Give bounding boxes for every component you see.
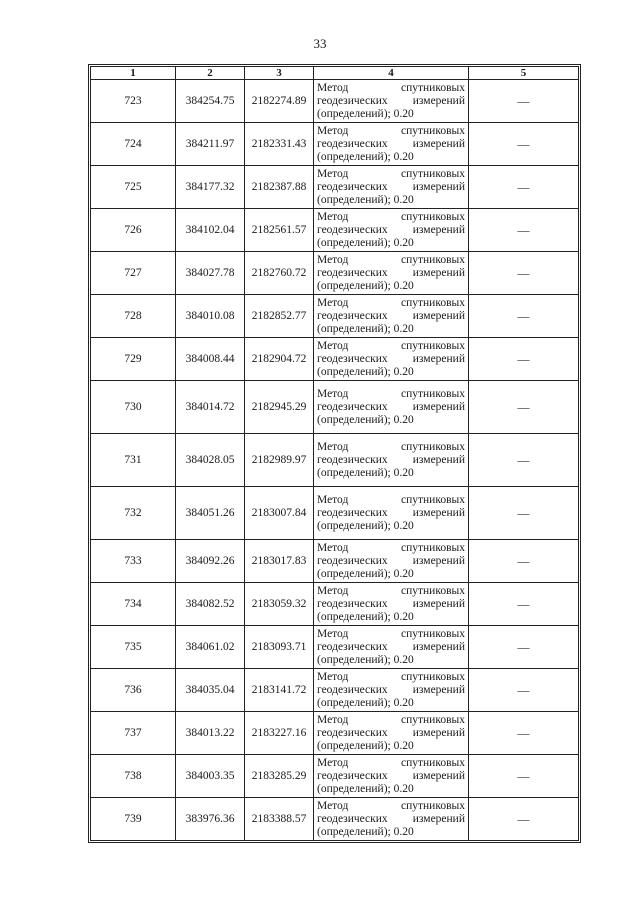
- method-line: Метод спутниковых: [317, 627, 465, 640]
- method-line: (определений); 0.20: [317, 466, 414, 479]
- description-cell: —: [469, 295, 579, 338]
- description-cell: —: [469, 123, 579, 166]
- method-line: Метод спутниковых: [317, 167, 465, 180]
- table-row: [91, 338, 579, 381]
- method-line: (определений); 0.20: [317, 610, 414, 623]
- method-line: геодезических измерений: [317, 400, 465, 413]
- table-row: [91, 583, 579, 626]
- method-line: (определений); 0.20: [317, 413, 414, 426]
- point-number-cell: 733: [91, 540, 176, 583]
- x-coordinate-cell: 384027.78: [176, 252, 245, 295]
- method-line: Метод спутниковых: [317, 541, 465, 554]
- method-line: геодезических измерений: [317, 769, 465, 782]
- method-line: Метод спутниковых: [317, 387, 465, 400]
- method-line: геодезических измерений: [317, 726, 465, 739]
- method-line: (определений); 0.20: [317, 739, 414, 752]
- point-number-cell: 726: [91, 209, 176, 252]
- x-coordinate-cell: 384008.44: [176, 338, 245, 381]
- description-cell: —: [469, 540, 579, 583]
- method-cell: [314, 123, 469, 166]
- description-cell: —: [469, 487, 579, 540]
- method-cell: [314, 381, 469, 434]
- method-cell: [314, 209, 469, 252]
- x-coordinate-cell: 384102.04: [176, 209, 245, 252]
- x-coordinate-cell: 384254.75: [176, 80, 245, 123]
- method-line: геодезических измерений: [317, 554, 465, 567]
- method-cell: [314, 583, 469, 626]
- method-line: (определений); 0.20: [317, 653, 414, 666]
- method-line: геодезических измерений: [317, 506, 465, 519]
- method-line: геодезических измерений: [317, 812, 465, 825]
- method-line: Метод спутниковых: [317, 713, 465, 726]
- description-cell: —: [469, 80, 579, 123]
- method-line: геодезических измерений: [317, 94, 465, 107]
- table-row: [91, 434, 579, 487]
- method-line: геодезических измерений: [317, 352, 465, 365]
- method-line: Метод спутниковых: [317, 210, 465, 223]
- method-line: (определений); 0.20: [317, 782, 414, 795]
- method-line: геодезических измерений: [317, 309, 465, 322]
- method-cell: [314, 487, 469, 540]
- y-coordinate-cell: 2182760.72: [245, 252, 314, 295]
- y-coordinate-cell: 2183141.72: [245, 669, 314, 712]
- y-coordinate-cell: 2183227.16: [245, 712, 314, 755]
- table-row: [91, 80, 579, 123]
- method-line: (определений); 0.20: [317, 193, 414, 206]
- point-number-cell: 735: [91, 626, 176, 669]
- header-col-3: 3: [245, 67, 314, 80]
- description-cell: —: [469, 669, 579, 712]
- table-row: [91, 487, 579, 540]
- table-row: [91, 209, 579, 252]
- method-line: (определений); 0.20: [317, 567, 414, 580]
- method-line: Метод спутниковых: [317, 124, 465, 137]
- description-cell: —: [469, 755, 579, 798]
- table-row: [91, 626, 579, 669]
- method-line: (определений); 0.20: [317, 279, 414, 292]
- y-coordinate-cell: 2182989.97: [245, 434, 314, 487]
- point-number-cell: 736: [91, 669, 176, 712]
- description-cell: —: [469, 166, 579, 209]
- x-coordinate-cell: 384211.97: [176, 123, 245, 166]
- method-line: (определений); 0.20: [317, 696, 414, 709]
- table-row: [91, 295, 579, 338]
- method-cell: [314, 80, 469, 123]
- y-coordinate-cell: 2182387.88: [245, 166, 314, 209]
- y-coordinate-cell: 2182852.77: [245, 295, 314, 338]
- coordinates-table-frame: [88, 64, 581, 843]
- point-number-cell: 737: [91, 712, 176, 755]
- description-cell: —: [469, 381, 579, 434]
- method-line: (определений); 0.20: [317, 107, 414, 120]
- method-line: (определений); 0.20: [317, 825, 414, 838]
- table-row: [91, 798, 579, 841]
- method-line: геодезических измерений: [317, 180, 465, 193]
- x-coordinate-cell: 384028.05: [176, 434, 245, 487]
- y-coordinate-cell: 2183007.84: [245, 487, 314, 540]
- method-line: Метод спутниковых: [317, 584, 465, 597]
- table-row: [91, 540, 579, 583]
- point-number-cell: 739: [91, 798, 176, 841]
- description-cell: —: [469, 798, 579, 841]
- method-cell: [314, 252, 469, 295]
- method-line: (определений); 0.20: [317, 236, 414, 249]
- description-cell: —: [469, 338, 579, 381]
- point-number-cell: 734: [91, 583, 176, 626]
- method-cell: [314, 798, 469, 841]
- method-cell: [314, 434, 469, 487]
- y-coordinate-cell: 2183285.29: [245, 755, 314, 798]
- description-cell: —: [469, 626, 579, 669]
- page-number: 33: [313, 36, 327, 51]
- y-coordinate-cell: 2183388.57: [245, 798, 314, 841]
- y-coordinate-cell: 2182274.89: [245, 80, 314, 123]
- method-line: Метод спутниковых: [317, 756, 465, 769]
- x-coordinate-cell: 384014.72: [176, 381, 245, 434]
- y-coordinate-cell: 2183059.32: [245, 583, 314, 626]
- y-coordinate-cell: 2183017.83: [245, 540, 314, 583]
- description-cell: —: [469, 252, 579, 295]
- header-row: [91, 67, 579, 80]
- point-number-cell: 723: [91, 80, 176, 123]
- table-row: [91, 712, 579, 755]
- method-line: геодезических измерений: [317, 223, 465, 236]
- y-coordinate-cell: 2182331.43: [245, 123, 314, 166]
- x-coordinate-cell: 384051.26: [176, 487, 245, 540]
- y-coordinate-cell: 2183093.71: [245, 626, 314, 669]
- table-row: [91, 252, 579, 295]
- x-coordinate-cell: 384092.26: [176, 540, 245, 583]
- table-row: [91, 381, 579, 434]
- y-coordinate-cell: 2182904.72: [245, 338, 314, 381]
- coordinates-table: [90, 66, 579, 841]
- header-col-1: 1: [91, 67, 176, 80]
- x-coordinate-cell: 383976.36: [176, 798, 245, 841]
- method-line: геодезических измерений: [317, 640, 465, 653]
- point-number-cell: 725: [91, 166, 176, 209]
- method-line: Метод спутниковых: [317, 440, 465, 453]
- description-cell: —: [469, 434, 579, 487]
- method-line: геодезических измерений: [317, 137, 465, 150]
- method-line: (определений); 0.20: [317, 150, 414, 163]
- method-line: геодезических измерений: [317, 683, 465, 696]
- table-row: [91, 755, 579, 798]
- x-coordinate-cell: 384003.35: [176, 755, 245, 798]
- x-coordinate-cell: 384061.02: [176, 626, 245, 669]
- description-cell: —: [469, 583, 579, 626]
- point-number-cell: 727: [91, 252, 176, 295]
- method-line: Метод спутниковых: [317, 253, 465, 266]
- description-cell: —: [469, 209, 579, 252]
- y-coordinate-cell: 2182945.29: [245, 381, 314, 434]
- header-col-5: 5: [469, 67, 579, 80]
- x-coordinate-cell: 384082.52: [176, 583, 245, 626]
- method-line: (определений); 0.20: [317, 322, 414, 335]
- header-col-4: 4: [314, 67, 469, 80]
- point-number-cell: 731: [91, 434, 176, 487]
- method-line: Метод спутниковых: [317, 339, 465, 352]
- x-coordinate-cell: 384035.04: [176, 669, 245, 712]
- method-cell: [314, 540, 469, 583]
- point-number-cell: 730: [91, 381, 176, 434]
- x-coordinate-cell: 384010.08: [176, 295, 245, 338]
- point-number-cell: 732: [91, 487, 176, 540]
- method-cell: [314, 669, 469, 712]
- table-row: [91, 166, 579, 209]
- x-coordinate-cell: 384013.22: [176, 712, 245, 755]
- description-cell: —: [469, 712, 579, 755]
- point-number-cell: 728: [91, 295, 176, 338]
- method-line: геодезических измерений: [317, 266, 465, 279]
- point-number-cell: 738: [91, 755, 176, 798]
- y-coordinate-cell: 2182561.57: [245, 209, 314, 252]
- method-cell: [314, 626, 469, 669]
- header-col-2: 2: [176, 67, 245, 80]
- method-line: геодезических измерений: [317, 453, 465, 466]
- method-cell: [314, 755, 469, 798]
- table-row: [91, 123, 579, 166]
- method-line: Метод спутниковых: [317, 493, 465, 506]
- method-line: (определений); 0.20: [317, 519, 414, 532]
- method-line: Метод спутниковых: [317, 670, 465, 683]
- point-number-cell: 724: [91, 123, 176, 166]
- method-line: Метод спутниковых: [317, 799, 465, 812]
- method-cell: [314, 166, 469, 209]
- table-row: [91, 669, 579, 712]
- method-cell: [314, 295, 469, 338]
- method-line: Метод спутниковых: [317, 81, 465, 94]
- method-cell: [314, 338, 469, 381]
- method-line: Метод спутниковых: [317, 296, 465, 309]
- method-line: (определений); 0.20: [317, 365, 414, 378]
- method-cell: [314, 712, 469, 755]
- point-number-cell: 729: [91, 338, 176, 381]
- x-coordinate-cell: 384177.32: [176, 166, 245, 209]
- method-line: геодезических измерений: [317, 597, 465, 610]
